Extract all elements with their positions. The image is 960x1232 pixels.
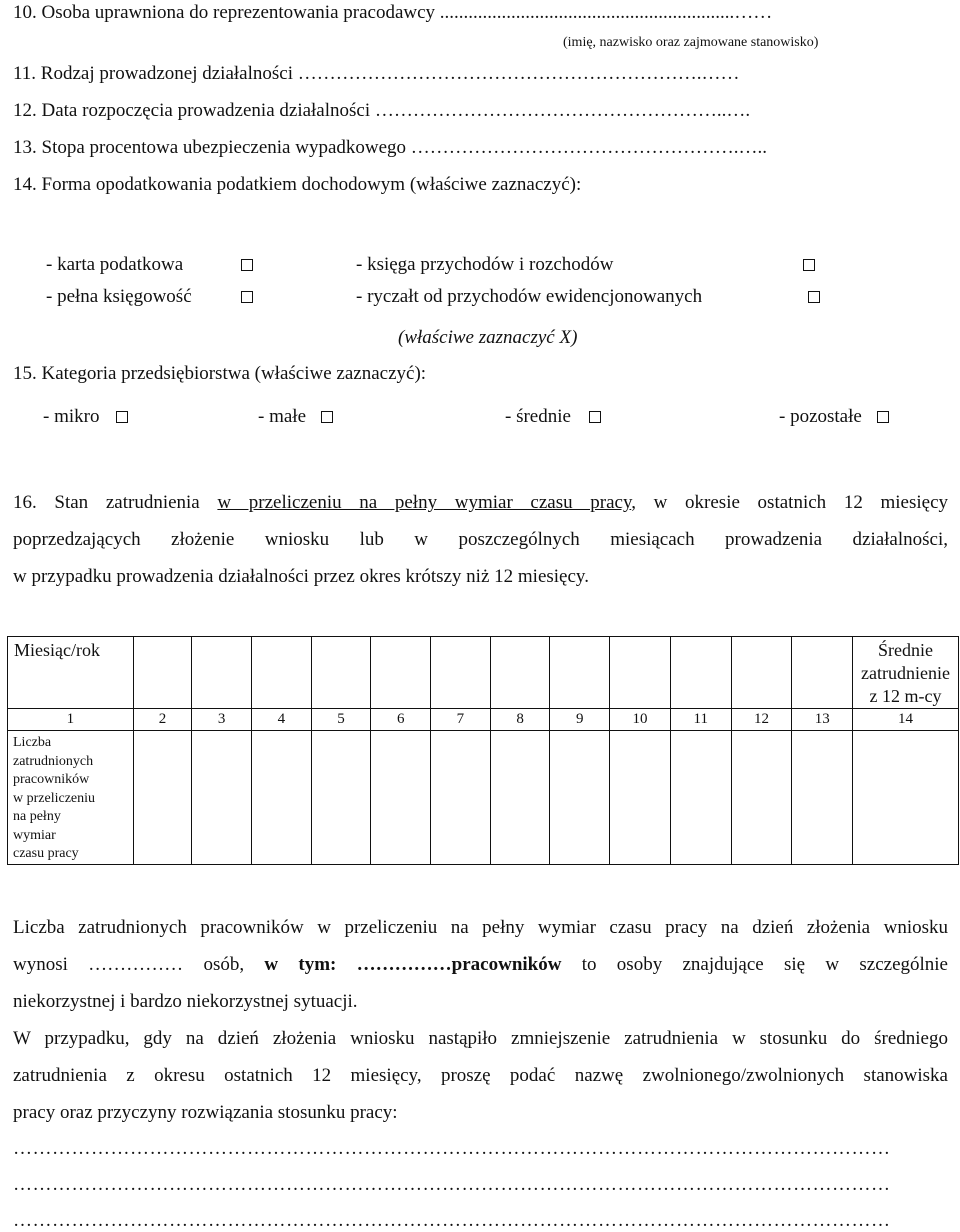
column-number: 8 (490, 709, 550, 731)
column-number: 4 (252, 709, 312, 731)
month-cell-1[interactable] (133, 637, 192, 709)
column-number: 3 (192, 709, 252, 731)
size-option-srednie-checkbox[interactable] (589, 411, 601, 423)
size-option-pozostale-checkbox[interactable] (877, 411, 889, 423)
column-number: 6 (371, 709, 431, 731)
employees-cell-2[interactable] (192, 731, 252, 865)
month-cell-11[interactable] (731, 637, 792, 709)
size-option-mikro-label: - mikro (43, 406, 100, 427)
column-number: 2 (133, 709, 192, 731)
employees-cell-3[interactable] (252, 731, 312, 865)
column-number: 11 (670, 709, 731, 731)
tax-option-ryczalt-checkbox[interactable] (808, 291, 820, 303)
item-12: 12. Data rozpoczęcia prowadzenia działalności ………………………………………………..…. (13, 100, 751, 121)
tax-option-karta-checkbox[interactable] (241, 259, 253, 271)
employees-cell-5[interactable] (371, 731, 431, 865)
item-11: 11. Rodzaj prowadzonej działalności ……………………………………………………….…… (13, 63, 740, 84)
month-cell-4[interactable] (311, 637, 371, 709)
month-cell-5[interactable] (371, 637, 431, 709)
item-16-line2: poprzedzających złożenie wniosku lub w poszczególnych miesiącach prowadzenia działalności, (13, 529, 948, 550)
employees-cell-8[interactable] (550, 731, 610, 865)
table-data-row (8, 731, 959, 865)
size-option-male-checkbox[interactable] (321, 411, 333, 423)
employees-cell-6[interactable] (431, 731, 491, 865)
month-cell-3[interactable] (252, 637, 312, 709)
employees-cell-4[interactable] (311, 731, 371, 865)
employment-table (7, 636, 959, 865)
answer-dotted-line[interactable]: ……………………………………………………………………………………………………………………… (13, 1210, 891, 1231)
month-cell-12[interactable] (792, 637, 853, 709)
item-10: 10. Osoba uprawniona do reprezentowania pracodawcy ..............................................................…… (13, 2, 773, 23)
tax-option-pelna-checkbox[interactable] (241, 291, 253, 303)
item-10-hint: (imię, nazwisko oraz zajmowane stanowisko) (563, 35, 819, 50)
month-cell-8[interactable] (550, 637, 610, 709)
table-header-row (8, 637, 959, 709)
column-number: 14 (853, 709, 959, 731)
employees-cell-7[interactable] (490, 731, 550, 865)
employees-cell-11[interactable] (731, 731, 792, 865)
para2-line2: zatrudnienia z okresu ostatnich 12 miesięcy, proszę podać nazwę zwolnionego/zwolnionych stanowiska (13, 1065, 948, 1086)
month-cell-9[interactable] (610, 637, 671, 709)
tax-hint: (właściwe zaznaczyć X) (398, 327, 578, 348)
item-13: 13. Stopa procentowa ubezpieczenia wypadkowego …………………………………………….….. (13, 137, 768, 158)
item-15: 15. Kategoria przedsiębiorstwa (właściwe zaznaczyć): (13, 363, 427, 384)
size-option-male-label: - małe (258, 406, 307, 427)
column-number: 1 (8, 709, 134, 731)
size-option-mikro-checkbox[interactable] (116, 411, 128, 423)
column-number: 5 (311, 709, 371, 731)
employees-row-label: Liczba zatrudnionych pracowników w przeliczeniu na pełny wymiar czasu pracy (8, 731, 134, 865)
tax-option-ryczalt-label: - ryczałt od przychodów ewidencjonowanych (356, 286, 703, 307)
employees-cell-1[interactable] (133, 731, 192, 865)
column-number: 9 (550, 709, 610, 731)
column-number: 10 (610, 709, 671, 731)
tax-option-ksiega-checkbox[interactable] (803, 259, 815, 271)
size-option-srednie-label: - średnie (505, 406, 571, 427)
month-cell-2[interactable] (192, 637, 252, 709)
employees-average-cell[interactable] (853, 731, 959, 865)
item-14: 14. Forma opodatkowania podatkiem dochodowym (właściwe zaznaczyć): (13, 174, 582, 195)
item-16-line3: w przypadku prowadzenia działalności przez okres krótszy niż 12 miesięcy. (13, 566, 589, 587)
month-year-header: Miesiąc/rok (8, 637, 134, 709)
para1-line2: wynosi …………… osób, w tym: ……………pracowników to osoby znajdujące się w szczególnie (13, 954, 948, 975)
tax-option-karta-label: - karta podatkowa (46, 254, 184, 275)
column-number: 12 (731, 709, 792, 731)
month-cell-6[interactable] (431, 637, 491, 709)
month-cell-10[interactable] (670, 637, 731, 709)
para2-line1: W przypadku, gdy na dzień złożenia wniosku nastąpiło zmniejszenie zatrudnienia w stosunku do średniego (13, 1028, 948, 1049)
answer-dotted-line[interactable]: ……………………………………………………………………………………………………………………… (13, 1138, 891, 1159)
size-option-pozostale-label: - pozostałe (779, 406, 862, 427)
tax-option-ksiega-label: - księga przychodów i rozchodów (356, 254, 614, 275)
para2-line3: pracy oraz przyczyny rozwiązania stosunku pracy: (13, 1102, 398, 1123)
average-header: Średnie zatrudnienie z 12 m-cy (853, 637, 959, 709)
column-number: 7 (431, 709, 491, 731)
para1-line1: Liczba zatrudnionych pracowników w przeliczeniu na pełny wymiar czasu pracy na dzień złożenia wniosku (13, 917, 948, 938)
item-16-line1: 16. Stan zatrudnienia w przeliczeniu na pełny wymiar czasu pracy, w okresie ostatnich 12 miesięcy (13, 492, 949, 513)
month-cell-7[interactable] (490, 637, 550, 709)
table-number-row (8, 709, 959, 731)
employees-cell-10[interactable] (670, 731, 731, 865)
para1-line3: niekorzystnej i bardzo niekorzystnej sytuacji. (13, 991, 358, 1012)
answer-dotted-line[interactable]: ……………………………………………………………………………………………………………………… (13, 1174, 891, 1195)
employees-cell-12[interactable] (792, 731, 853, 865)
tax-option-pelna-label: - pełna księgowość (46, 286, 192, 307)
column-number: 13 (792, 709, 853, 731)
employees-cell-9[interactable] (610, 731, 671, 865)
